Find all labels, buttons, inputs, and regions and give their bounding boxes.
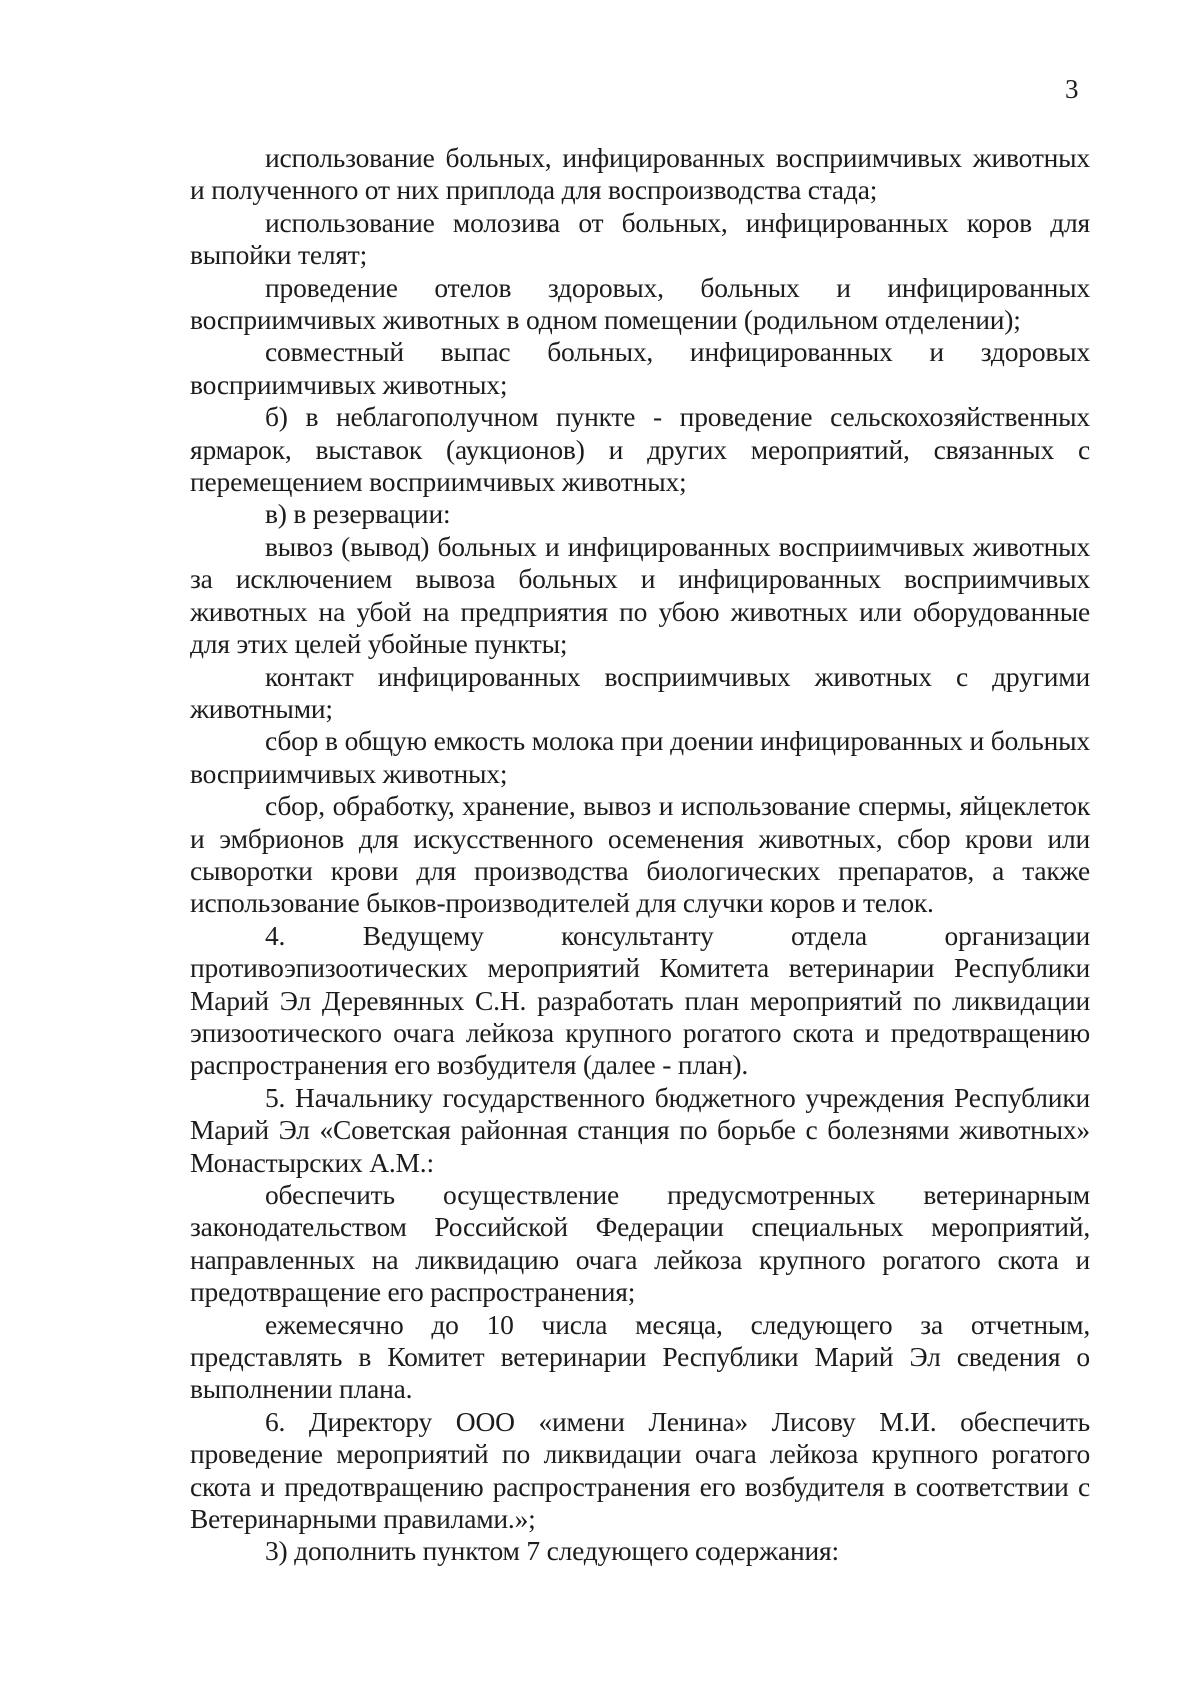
paragraph-export-sick-animals: вывоз (вывод) больных и инфицированных восприимчивых животных за исключением вывоза больных и инфицированных восприимчивых животных на убой на предприятия по убою животных или оборудованные для этих целей убойные пункты; xyxy=(190,530,1090,660)
paragraph-ensure-special-measures: обеспечить осуществление предусмотренных ветеринарным законодательством Российской Федерации специальных мероприятий, направленных на ликвидацию очага лейкоза крупного рогатого скота и предотвращение его распространения; xyxy=(190,1179,1090,1308)
paragraph-contact-infected: контакт инфицированных восприимчивых животных с другими животными; xyxy=(190,660,1090,724)
paragraph-monthly-report: ежемесячно до 10 числа месяца, следующего за отчетным, представлять в Комитет ветеринарии Республики Марий Эл сведения о выполнении плана. xyxy=(190,1308,1090,1405)
paragraph-item-4-consultant: 4. Ведущему консультанту отдела организации противоэпизоотических мероприятий Комитета ветеринарии Республики Марий Эл Деревянных С.Н. разработать план мероприятий по ликвидации эпизоотического очага лейкоза крупного рогатого скота и предотвращению распространения его возбудителя (далее - план). xyxy=(190,919,1090,1081)
paragraph-b-unfavorable-point: б) в неблагополучном пункте - проведение сельскохозяйственных ярмарок, выставок (аукционов) и других мероприятий, связанных с перемещением восприимчивых животных; xyxy=(190,401,1090,498)
paragraph-sperm-embryo-handling: сбор, обработку, хранение, вывоз и использование спермы, яйцеклеток и эмбрионов для искусственного осеменения животных, сбор крови или сыворотки крови для производства биологических препаратов, а также использование быков-производителей для случки коров и телок. xyxy=(190,790,1090,919)
paragraph-use-sick-animals-offspring: использование больных, инфицированных восприимчивых животных и полученного от них приплода для воспроизводства стада; xyxy=(190,142,1090,206)
paragraph-add-item-7: 3) дополнить пунктом 7 следующего содержания: xyxy=(265,1535,839,1567)
paragraph-joint-grazing: совместный выпас больных, инфицированных и здоровых восприимчивых животных; xyxy=(190,336,1090,400)
document-body xyxy=(190,142,1090,1568)
paragraph-use-colostrum: использование молозива от больных, инфицированных коров для выпойки телят; xyxy=(190,206,1090,271)
paragraph-item-6-director: 6. Директору ООО «имени Ленина» Лисову М.И. обеспечить проведение мероприятий по ликвидации очага лейкоза крупного рогатого скота и предотвращению распространения его возбудителя в соответствии с Ветеринарными правилами.»; xyxy=(190,1405,1090,1535)
paragraph-calving-same-room: проведение отелов здоровых, больных и инфицированных восприимчивых животных в одном помещении (родильном отделении); xyxy=(190,271,1090,336)
paragraph-milk-collection: сбор в общую емкость молока при доении инфицированных и больных восприимчивых животных; xyxy=(190,725,1090,789)
paragraph-c-reservation-heading: в) в резервации: xyxy=(265,498,451,530)
page-number: 3 xyxy=(1065,74,1079,104)
paragraph-item-5-station-head: 5. Начальнику государственного бюджетного учреждения Республики Марий Эл «Советская районная станция по борьбе с болезнями животных» Монастырских А.М.: xyxy=(190,1081,1090,1178)
